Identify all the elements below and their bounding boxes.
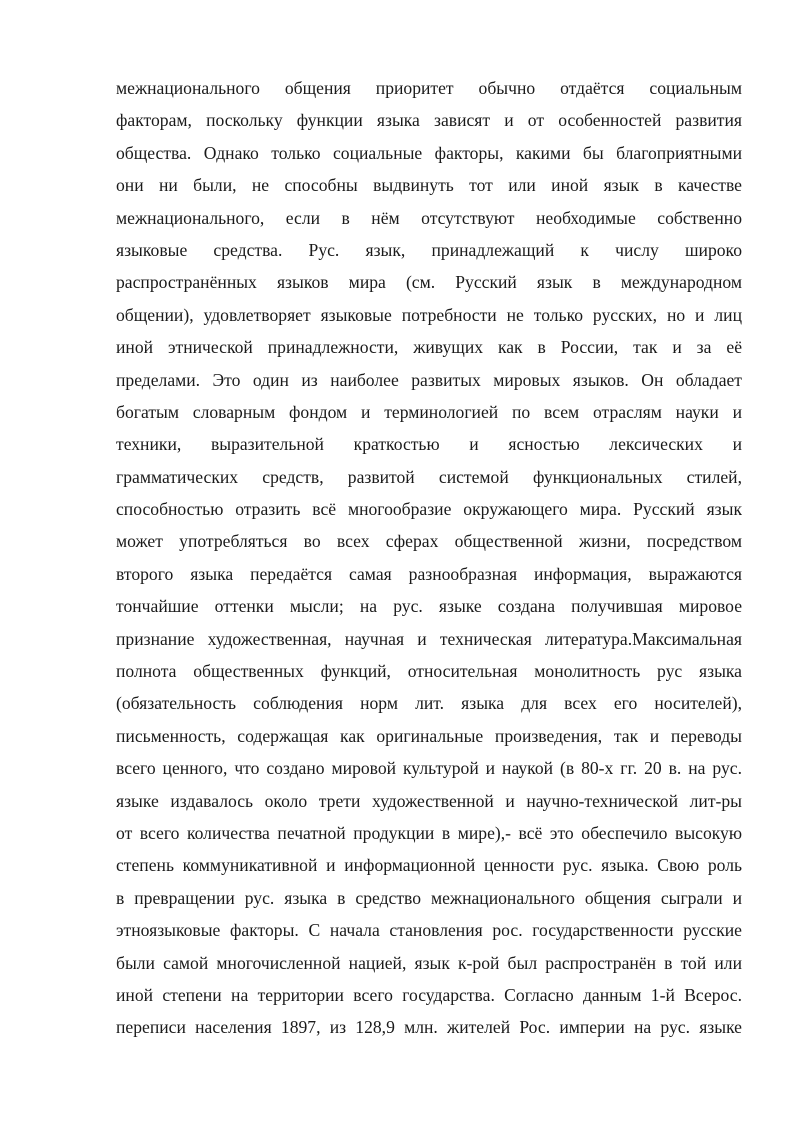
text-line: богатым словарным фондом и терминологией по всем отраслям науки и <box>116 401 742 422</box>
text-line: способностью отразить всё многообразие окружающего мира. Русский язык <box>116 499 742 520</box>
text-line: второго языка передаётся самая разнообразная информация, выражаются <box>116 563 742 584</box>
text-line: признание художественная, научная и техническая литература.Максимальная <box>116 628 742 649</box>
text-line: языковые средства. Рус. язык, принадлежащий к числу широко <box>116 239 742 260</box>
text-line: степень коммуникативной и информационной ценности рус. языка. Свою роль <box>116 855 742 876</box>
text-line: этноязыковые факторы. С начала становления рос. государственности русские <box>116 920 742 941</box>
text-line: переписи населения 1897, из 128,9 млн. жителей Рос. империи на рус. языке <box>116 1017 742 1038</box>
text-line: письменность, содержащая как оригинальные произведения, так и переводы <box>116 725 742 746</box>
text-line: общении), удовлетворяет языковые потребности не только русских, но и лиц <box>116 304 742 325</box>
text-line: межнационального общения приоритет обычно отдаётся социальным <box>116 78 742 98</box>
text-line: они ни были, не способны выдвинуть тот или иной язык в качестве <box>116 175 742 196</box>
text-line: межнационального, если в нём отсутствуют необходимые собственно <box>116 207 742 228</box>
text-line: пределами. Это один из наиболее развитых мировых языков. Он обладает <box>116 369 742 390</box>
text-line: всего ценного, что создано мировой культурой и наукой (в 80-х гг. 20 в. на рус. <box>116 758 742 779</box>
document-body-text <box>116 72 742 1044</box>
text-line: иной степени на территории всего государства. Согласно данным 1-й Всерос. <box>116 984 742 1005</box>
text-line: общества. Однако только социальные факторы, какими бы благоприятными <box>116 142 742 163</box>
text-line: иной этнической принадлежности, живущих как в России, так и за её <box>116 337 742 358</box>
text-line: (обязательность соблюдения норм лит. языка для всех его носителей), <box>116 693 742 714</box>
text-line: факторам, поскольку функции языка зависят и от особенностей развития <box>116 110 742 131</box>
text-line: в превращении рус. языка в средство межнационального общения сыграли и <box>116 887 742 908</box>
text-line: грамматических средств, развитой системой функциональных стилей, <box>116 466 742 487</box>
text-line: языке издавалось около трети художественной и научно-технической лит-ры <box>116 790 742 811</box>
text-line: техники, выразительной краткостью и ясностью лексических и <box>116 434 742 455</box>
text-line: распространённых языков мира (см. Русский язык в международном <box>116 272 742 293</box>
text-line: от всего количества печатной продукции в мире),- всё это обеспечило высокую <box>116 822 742 843</box>
text-line: были самой многочисленной нацией, язык к-рой был распространён в той или <box>116 952 742 973</box>
text-line: может употребляться во всех сферах общественной жизни, посредством <box>116 531 742 552</box>
text-line: тончайшие оттенки мысли; на рус. языке создана получившая мировое <box>116 596 742 617</box>
text-line: полнота общественных функций, относительная монолитность рус языка <box>116 661 742 682</box>
